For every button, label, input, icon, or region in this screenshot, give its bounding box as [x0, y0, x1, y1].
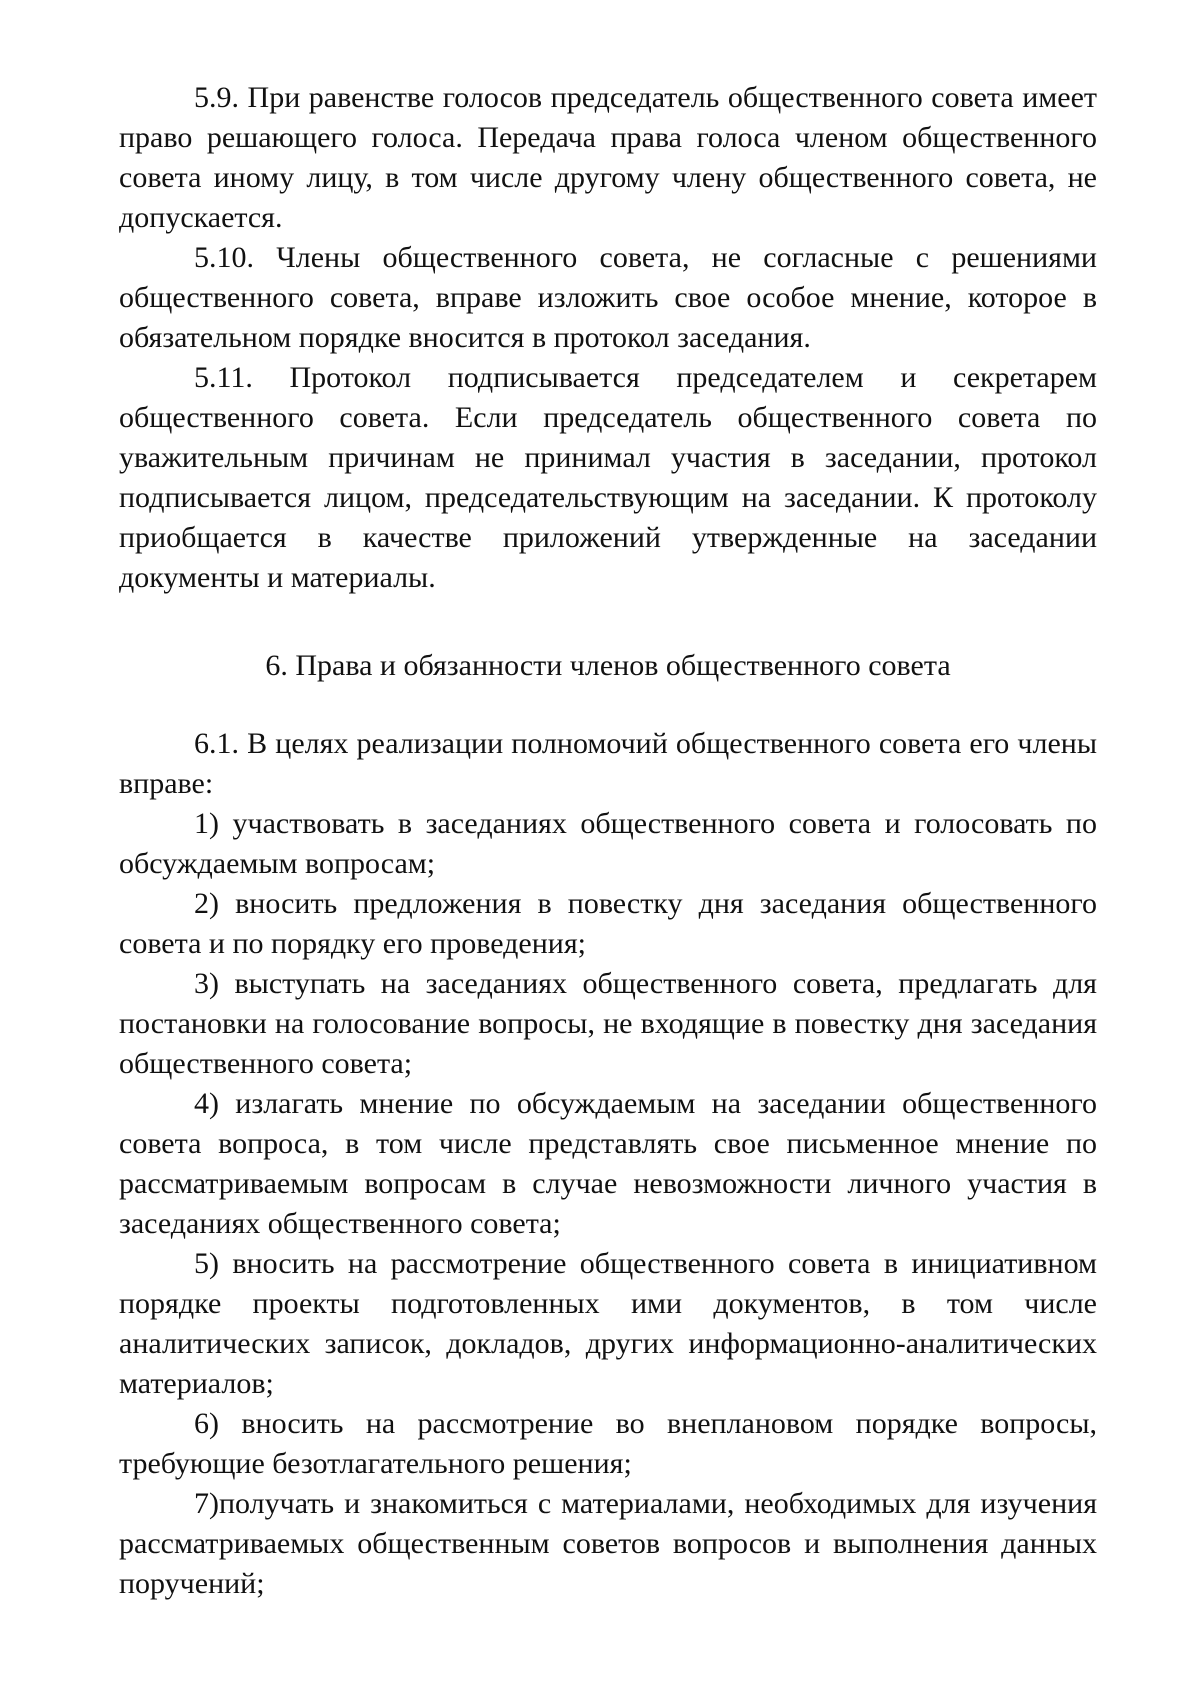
list-item-7: 7)получать и знакомиться с материалами, необходимых для изучения рассматриваемых общественным советов вопросов и выполнения данных поручений;: [119, 1487, 1097, 1600]
paragraph-6-1: 6.1. В целях реализации полномочий общественного совета его члены вправе:: [119, 727, 1097, 800]
list-item-4: 4) излагать мнение по обсуждаемым на заседании общественного совета вопроса, в том числе представлять свое письменное мнение по рассматриваемым вопросам в случае невозможности личного участия в заседаниях общественного совета;: [119, 1087, 1097, 1240]
list-item-1: 1) участвовать в заседаниях общественного совета и голосовать по обсуждаемым вопросам;: [119, 807, 1097, 880]
paragraph-5-9: 5.9. При равенстве голосов председатель общественного совета имеет право решающего голоса. Передача права голоса членом общественного совета иному лицу, в том числе другому члену общественного совета, не допускается.: [119, 81, 1097, 234]
paragraph-5-11: 5.11. Протокол подписывается председателем и секретарем общественного совета. Если председатель общественного совета по уважительным причинам не принимал участия в заседании, протокол подписывается лицом, председательствующим на заседании. К протоколу приобщается в качестве приложений утвержденные на заседании документы и материалы.: [119, 361, 1097, 594]
list-item-5: 5) вносить на рассмотрение общественного совета в инициативном порядке проекты подготовленных ими документов, в том числе аналитических записок, докладов, других информационно-аналитических материалов;: [119, 1247, 1097, 1400]
paragraph-5-10: 5.10. Члены общественного совета, не согласные с решениями общественного совета, вправе изложить свое особое мнение, которое в обязательном порядке вносится в протокол заседания.: [119, 241, 1097, 354]
list-item-2: 2) вносить предложения в повестку дня заседания общественного совета и по порядку его проведения;: [119, 887, 1097, 960]
list-item-6: 6) вносить на рассмотрение во внеплановом порядке вопросы, требующие безотлагательного решения;: [119, 1407, 1097, 1480]
section-6-text: [119, 724, 1097, 1604]
section-6-heading: 6. Права и обязанности членов общественного совета: [265, 649, 951, 682]
section-5-text: [119, 78, 1097, 598]
list-item-3: 3) выступать на заседаниях общественного совета, предлагать для постановки на голосование вопросы, не входящие в повестку дня заседания общественного совета;: [119, 967, 1097, 1080]
